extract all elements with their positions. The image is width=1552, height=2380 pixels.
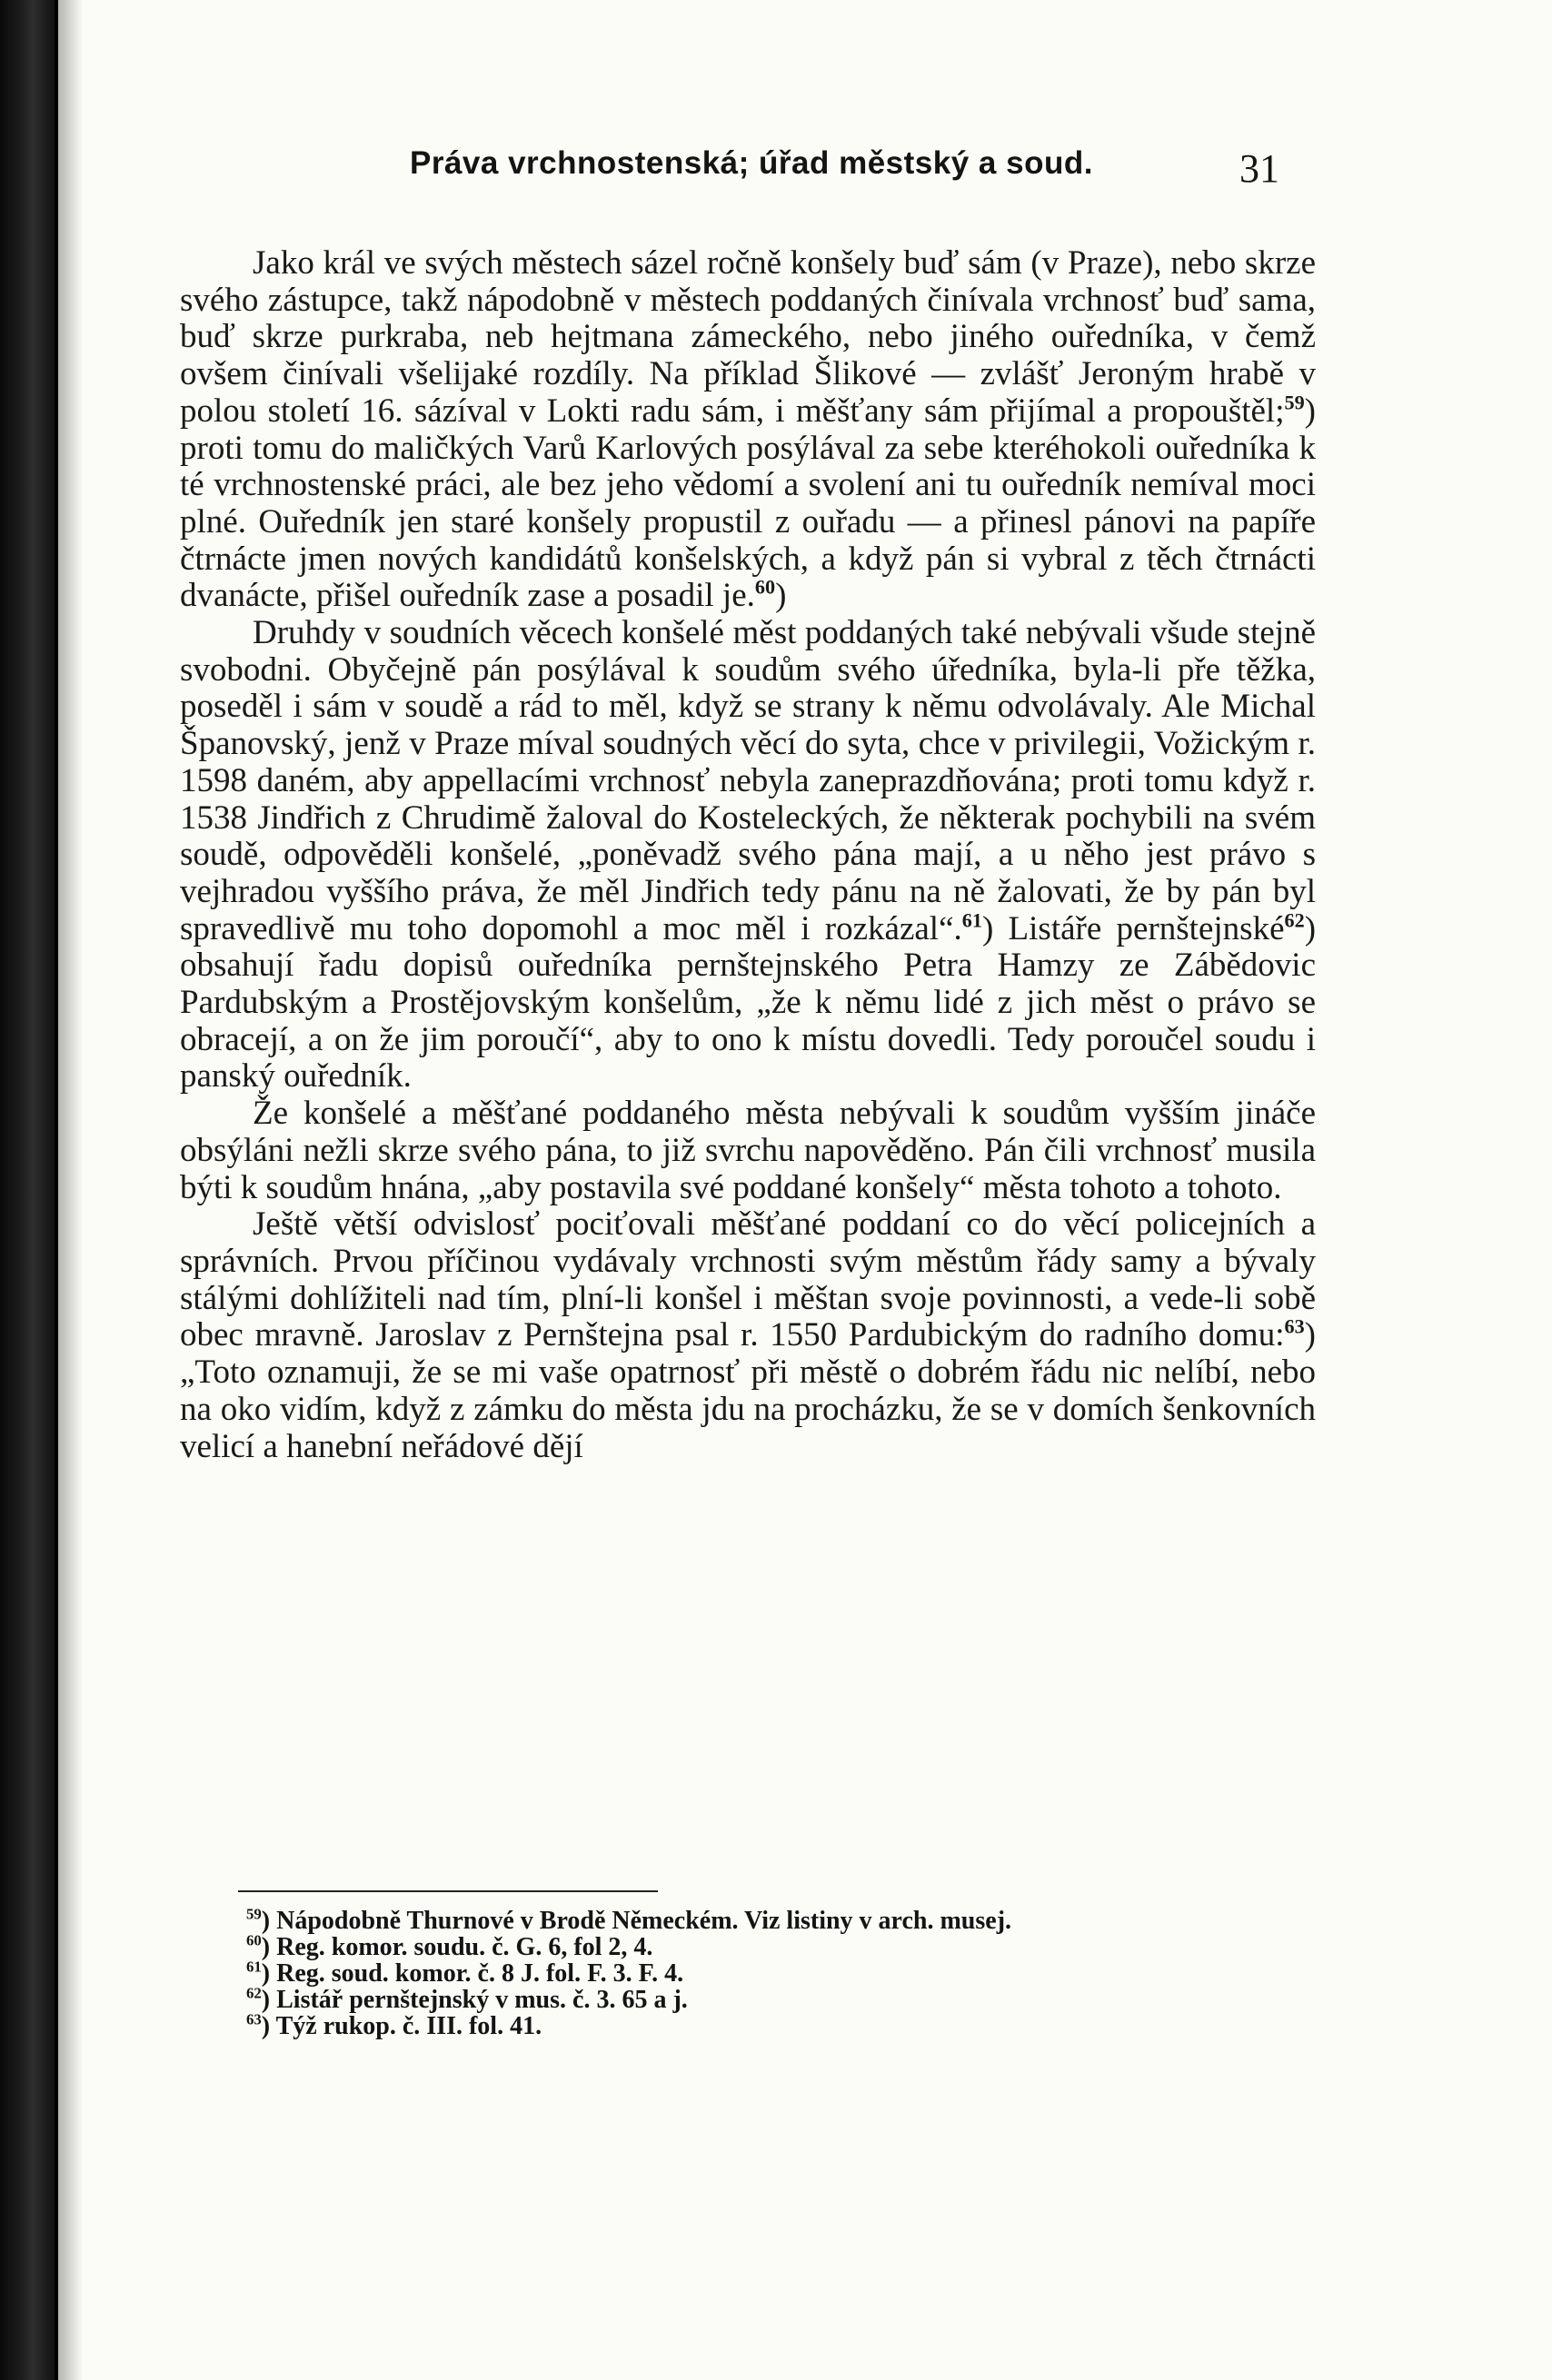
paragraph — [180, 1206, 1316, 1465]
footnote-number: 60 — [246, 1931, 262, 1949]
text-run: ) proti tomu do maličkých Varů Karlových posýlával za sebe kteréhokoli ouředníka k té vrchnostenské práci, ale bez jeho vědomí a svolení ani tu ouředník nemíval moci plné. Ouředník jen staré konšely propustil z ouřadu — a přinesl pánovi na papíře čtrnácte jmen nových kandidátů konšelských, a když pán si vybral z těch čtrnácti dvanácte, přišel ouředník zase a posadil je. — [180, 392, 1316, 615]
body-text — [180, 245, 1316, 1465]
running-head: Práva vrchnostenská; úřad městský a soud. — [410, 145, 1093, 181]
footnote: $^{59}$) Nápodobně Thurnové v Brodě Německém. Viz listiny v arch. musej. — [246, 1905, 1012, 1935]
text-run: ) — [775, 577, 787, 615]
paragraph — [180, 615, 1316, 1096]
footnote-ref: 61 — [961, 908, 982, 932]
text-run: ) Listáře pernštejnské — [981, 909, 1285, 947]
text-run: ) obsahují řadu dopisů ouředníka pernštejnského Petra Hamzy ze Zábědovic Pardubským a Prostějovským konšelům, „že k němu lidé z jich měst o právo se obracejí, a on že jim poroučí“, aby to ono k místu dovedli. Tedy poroučel soudu i panský ouředník. — [180, 909, 1317, 1096]
footnote-number: 59 — [246, 1905, 262, 1923]
text-run: ) „Toto oznamuji, že se mi vaše opatrnosť při městě o dobrém řádu nic nelíbí, nebo na oko vidím, když z zámku do města jdu na procházku, že se v domích šenkovních velicí a hanební neřádové dějí — [180, 1316, 1316, 1465]
footnote-text: Reg. soud. komor. č. 8 J. fol. F. 3. F. 4. — [276, 1959, 684, 1988]
footnote-text: Nápodobně Thurnové v Brodě Německém. Viz listiny v arch. musej. — [276, 1907, 1012, 1935]
footnote-divider — [238, 1890, 658, 1892]
footnotes — [246, 1905, 1391, 2040]
paragraph — [180, 245, 1316, 615]
footnote-text: Týž rukop. č. III. fol. 41. — [275, 2012, 542, 2040]
footnote-ref: 63 — [1284, 1315, 1305, 1339]
footnote-text: Listář pernštejnský v mus. č. 3. 65 a j. — [276, 1986, 688, 2014]
footnote-number: 61 — [246, 1958, 262, 1976]
text-run: Že konšelé a měšťané poddaného města nebývali k soudům vyšším jináče obsýláni nežli skrze svého pána, to již svrchu napověděno. Pán čili vrchnosť musila býti k soudům hnána, „aby postavila své poddané konšely“ města tohoto a tohoto. — [180, 1095, 1316, 1206]
text-run: Druhdy v soudních věcech konšelé měst poddaných také nebývali všude stejně svobodni. Obyčejně pán posýlával k soudům svého úředníka, byla-li pře těžka, poseděl i sám v soudě a rád to měl, když se strany k němu odvolávaly. Ale Michal Španovský, jenž v Praze míval soudných věcí do syta, chce v privilegii, Vožickým r. 1598 daném, aby appellacími vrchnosť nebyla zaneprazdňována; proti tomu když r. 1538 Jindřich z Chrudimě žaloval do Kosteleckých, že některak pochybili na svém soudě, odpověděli konšelé, „poněvadž svého pána mají, a u něho jest právo s vejhradou vyššího práva, že měl Jindřich tedy pánu na ně žalovati, že by pán byl spravedlivě mu toho dopomohl a moc měl i rozkázal“. — [180, 614, 1316, 947]
footnote: $^{60}$) Reg. komor. soudu. č. G. 6, fol 2, 4. — [246, 1931, 653, 1961]
footnote-ref: 62 — [1284, 908, 1305, 932]
text-run: Ještě větší odvislosť pociťovali měšťané poddaní co do věcí policejních a správních. Prvou příčinou vydávaly vrchnosti svým městům řády samy a bývaly stálými dohlížiteli nad tím, plní-li konšel i měštan svoje povinnosti, a vede-li sobě obec mravně. Jaroslav z Pernštejna psal r. 1550 Pardubickým do radního domu: — [180, 1205, 1316, 1354]
paragraph — [180, 1096, 1316, 1206]
footnote-ref: 60 — [754, 576, 776, 599]
footnote: $^{61}$) Reg. soud. komor. č. 8 J. fol. F. 3. F. 4. — [246, 1958, 684, 1988]
page-number: 31 — [1239, 146, 1279, 191]
footnote-number: 62 — [246, 1984, 262, 2002]
footnote: $^{63}$) Týž rukop. č. III. fol. 41. — [246, 2010, 542, 2040]
book-spine-shadow — [0, 0, 55, 2380]
footnote-number: 63 — [246, 2010, 262, 2028]
footnote: $^{62}$) Listář pernštejnský v mus. č. 3. 65 a j. — [246, 1984, 688, 2014]
footnote-text: Reg. komor. soudu. č. G. 6, fol 2, 4. — [276, 1933, 653, 1961]
book-page — [58, 0, 1552, 2380]
footnote-ref: 59 — [1284, 391, 1305, 414]
text-run: Jako král ve svých městech sázel ročně konšely buď sám (v Praze), nebo skrze svého zástupce, takž nápodobně v městech poddaných činívala vrchnosť buď sama, buď skrze purkraba, neb hejtmana zámeckého, nebo jiného ouředníka, v čemž ovšem činívali všelijaké rozdíly. Na příklad Šlikové — zvlášť Jeroným hrabě v polou století 16. sázíval v Lokti radu sám, i měšťany sám přijímal a propouštěl; — [180, 244, 1316, 430]
